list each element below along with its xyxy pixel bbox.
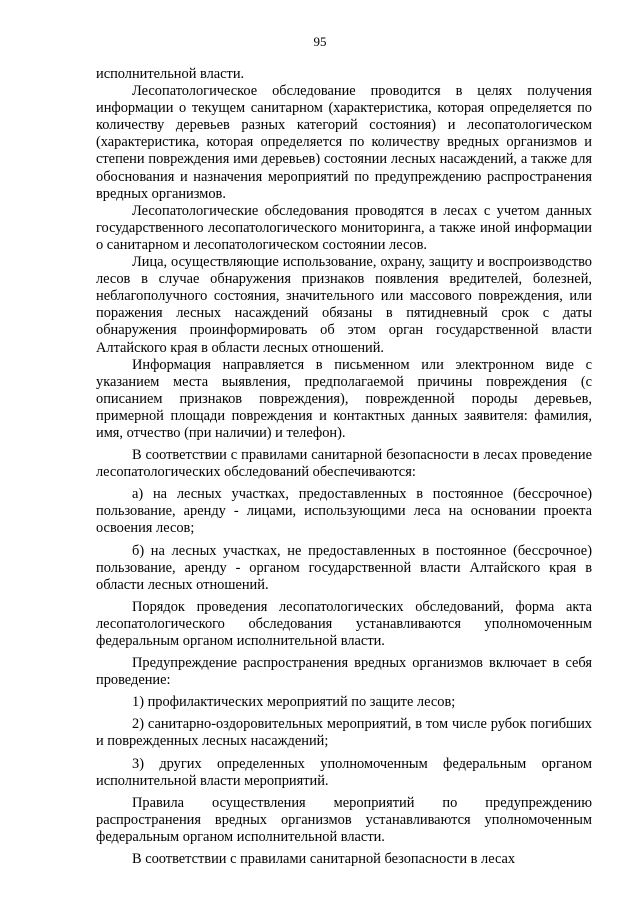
paragraph: б) на лесных участках, не предоставленных в постоянное (бессрочное) пользование, аренду - органом государственной власти Алтайского края в области лесных отношений.: [96, 542, 592, 593]
paragraph: исполнительной власти.: [96, 66, 245, 82]
paragraph: 1) профилактических мероприятий по защите лесов;: [132, 694, 456, 711]
paragraph: Предупреждение распространения вредных организмов включает в себя проведение:: [96, 655, 592, 689]
paragraph: Информация направляется в письменном или электронном виде с указанием места выявления, предполагаемой причины повреждения (с описанием признаков повреждения), поврежденной породы деревьев, примерной площади повреждения и контактных данных заявителя: фамилия, имя, отчество (при наличии) и телефон).: [96, 356, 592, 441]
paragraph: а) на лесных участках, предоставленных в постоянное (бессрочное) пользование, аренду - лицами, использующими леса на основании проекта освоения лесов;: [96, 486, 592, 537]
page-number: 95: [313, 34, 327, 49]
paragraph: 2) санитарно-оздоровительных мероприятий, в том числе рубок погибших и поврежденных лесных насаждений;: [96, 716, 592, 750]
paragraph: 3) других определенных уполномоченным федеральным органом исполнительной власти мероприятий.: [96, 755, 592, 789]
paragraph: Лица, осуществляющие использование, охрану, защиту и воспроизводство лесов в случае обнаружения признаков появления вредителей, болезней, неблагополучного состояния, значительного или массового повреждения, или поражения лесных насаждений обязаны в пятидневный срок с даты обнаружения проинформировать об этом орган государственной власти Алтайского края в области лесных отношений.: [96, 254, 592, 356]
paragraph: В соответствии с правилами санитарной безопасности в лесах проведение лесопатологических обследований обеспечиваются:: [96, 447, 592, 481]
paragraph: Порядок проведения лесопатологических обследований, форма акта лесопатологического обследования устанавливаются уполномоченным федеральным органом исполнительной власти.: [96, 598, 592, 649]
document-body: [96, 66, 592, 868]
paragraph: Правила осуществления мероприятий по предупреждению распространения вредных организмов устанавливаются уполномоченным федеральным органом исполнительной власти.: [96, 794, 592, 845]
paragraph: В соответствии с правилами санитарной безопасности в лесах: [132, 851, 516, 868]
paragraph: Лесопатологические обследования проводятся в лесах с учетом данных государственного лесопатологического мониторинга, а также иной информации о санитарном и лесопатологическом состоянии лесов.: [96, 202, 592, 253]
paragraph: Лесопатологическое обследование проводится в целях получения информации о текущем санитарном (характеристика, которая определяется по количеству деревьев разных категорий состояния) и лесопатологическом (характеристика, которая определяется по количеству вредных организмов и степени повреждения ими деревьев) состоянии лесных насаждений, а также для обоснования и назначения мероприятий по предупреждению распространения вредных организмов.: [96, 83, 592, 202]
